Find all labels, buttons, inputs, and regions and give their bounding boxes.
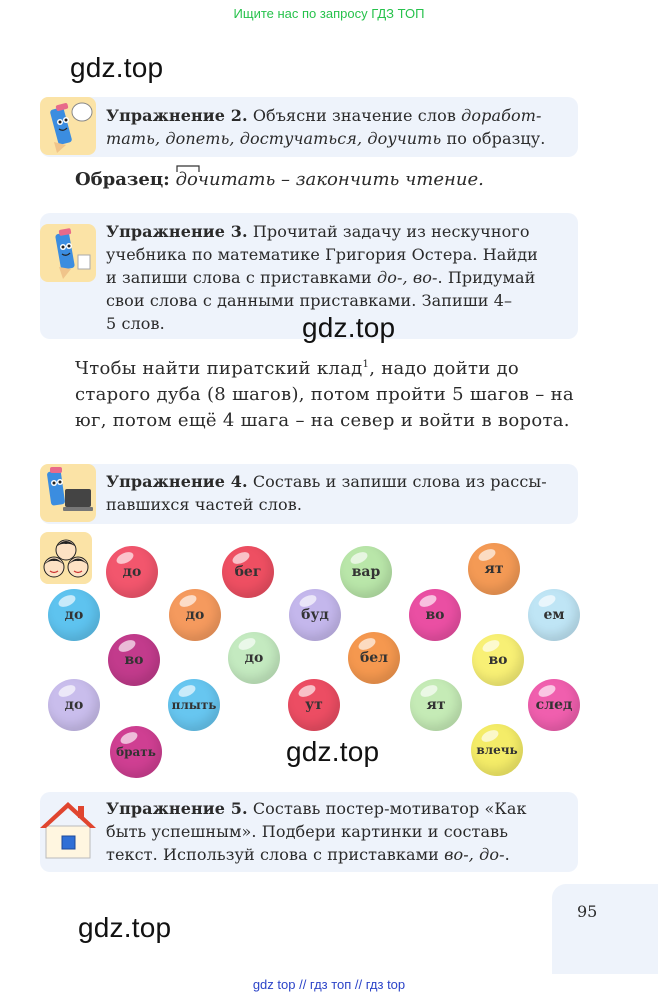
syllable-bubble: до <box>48 589 100 641</box>
exercise-4-line2: павшихся частей слов. <box>106 495 303 514</box>
exercise-3-prefixes: до-, во- <box>376 268 438 287</box>
footer-links: gdz top // гдз топ // гдз top <box>252 977 406 992</box>
syllable-bubble: ят <box>468 543 520 595</box>
syllable-bubble: бег <box>222 546 274 598</box>
exercise-2-words-a: доработ- <box>461 106 542 125</box>
exercise-4-text <box>106 470 566 516</box>
syllable-bubble: во <box>108 634 160 686</box>
syllable-bubble: ем <box>528 589 580 641</box>
story-line1b: , надо дойти до <box>369 358 520 379</box>
page-number: 95 <box>577 902 598 921</box>
pencil-character-icon <box>40 464 96 522</box>
syllable-bubble: во <box>472 634 524 686</box>
exercise-5-line3c: . <box>504 845 510 864</box>
story-line2: старого дуба (8 шагов), потом пройти 5 шагов – на <box>75 384 574 405</box>
sample-label: Образец: <box>75 169 170 190</box>
syllable-bubble: буд <box>289 589 341 641</box>
pencil-character-icon <box>40 224 96 282</box>
exercise-3-line2: учебника по математике Григория Остера. Найди <box>106 245 538 264</box>
exercise-3-line1: Прочитай задачу из нескучного <box>247 222 530 241</box>
exercise-2-title: Упражнение 2. <box>106 106 248 125</box>
syllable-bubble: след <box>528 679 580 731</box>
exercise-2-words-b: тать, допеть, достучаться, доучить <box>106 129 442 148</box>
watermark: gdz.top <box>78 912 172 943</box>
syllable-bubble: ут <box>288 679 340 731</box>
exercise-2-line1: Объясни значение слов <box>247 106 462 125</box>
syllable-bubble: плыть <box>168 679 220 731</box>
syllable-bubble: до <box>169 589 221 641</box>
syllable-bubble: брать <box>110 726 162 778</box>
exercise-3-line3c: . Придумай <box>437 268 536 287</box>
sample-text: дочитать – закончить чтение. <box>175 169 484 190</box>
exercise-5-line1: Составь постер-мотиватор «Как <box>247 799 527 818</box>
exercise-3-title: Упражнение 3. <box>106 222 248 241</box>
house-icon <box>38 798 98 860</box>
footnote-mark: 1 <box>362 359 370 370</box>
exercise-3-line4: свои слова с данными приставками. Запиши 4– <box>106 291 513 310</box>
syllable-bubble: до <box>106 546 158 598</box>
exercise-3-line5: 5 слов. <box>106 314 165 333</box>
story-line1: Чтобы найти пиратский клад <box>75 358 363 379</box>
page-number-box <box>552 884 658 974</box>
syllable-bubble: бел <box>348 632 400 684</box>
exercise-5-text <box>106 797 566 866</box>
exercise-5-prefixes: во-, до- <box>444 845 505 864</box>
pencil-character-icon <box>40 97 96 155</box>
prefix-mark-icon <box>176 165 200 173</box>
exercise-5-line3a: текст. Используй слова с приставками <box>106 845 445 864</box>
syllable-bubble: во <box>409 589 461 641</box>
exercise-2-line2: по образцу. <box>441 129 546 148</box>
exercise-4-title: Упражнение 4. <box>106 472 248 491</box>
syllable-bubble: вар <box>340 546 392 598</box>
exercise-5-title: Упражнение 5. <box>106 799 248 818</box>
children-faces-icon <box>40 532 92 584</box>
exercise-2-text <box>106 104 572 150</box>
syllable-bubble: ят <box>410 679 462 731</box>
exercise-4-line1: Составь и запиши слова из рассы- <box>247 472 547 491</box>
watermark: gdz.top <box>70 52 164 83</box>
story-text <box>75 352 578 434</box>
watermark: gdz.top <box>286 736 380 767</box>
syllable-bubble: влечь <box>471 724 523 776</box>
sample-line <box>75 167 484 193</box>
syllable-bubble: до <box>48 679 100 731</box>
exercise-5-line2: быть успешным». Подбери картинки и составь <box>106 822 509 841</box>
watermark: gdz.top <box>302 312 396 343</box>
top-banner: Ищите нас по запросу ГДЗ ТОП <box>233 6 425 21</box>
story-line3: юг, потом ещё 4 шага – на север и войти в ворота. <box>75 410 570 431</box>
syllable-bubble: до <box>228 632 280 684</box>
exercise-3-line3a: и запиши слова с приставками <box>106 268 377 287</box>
